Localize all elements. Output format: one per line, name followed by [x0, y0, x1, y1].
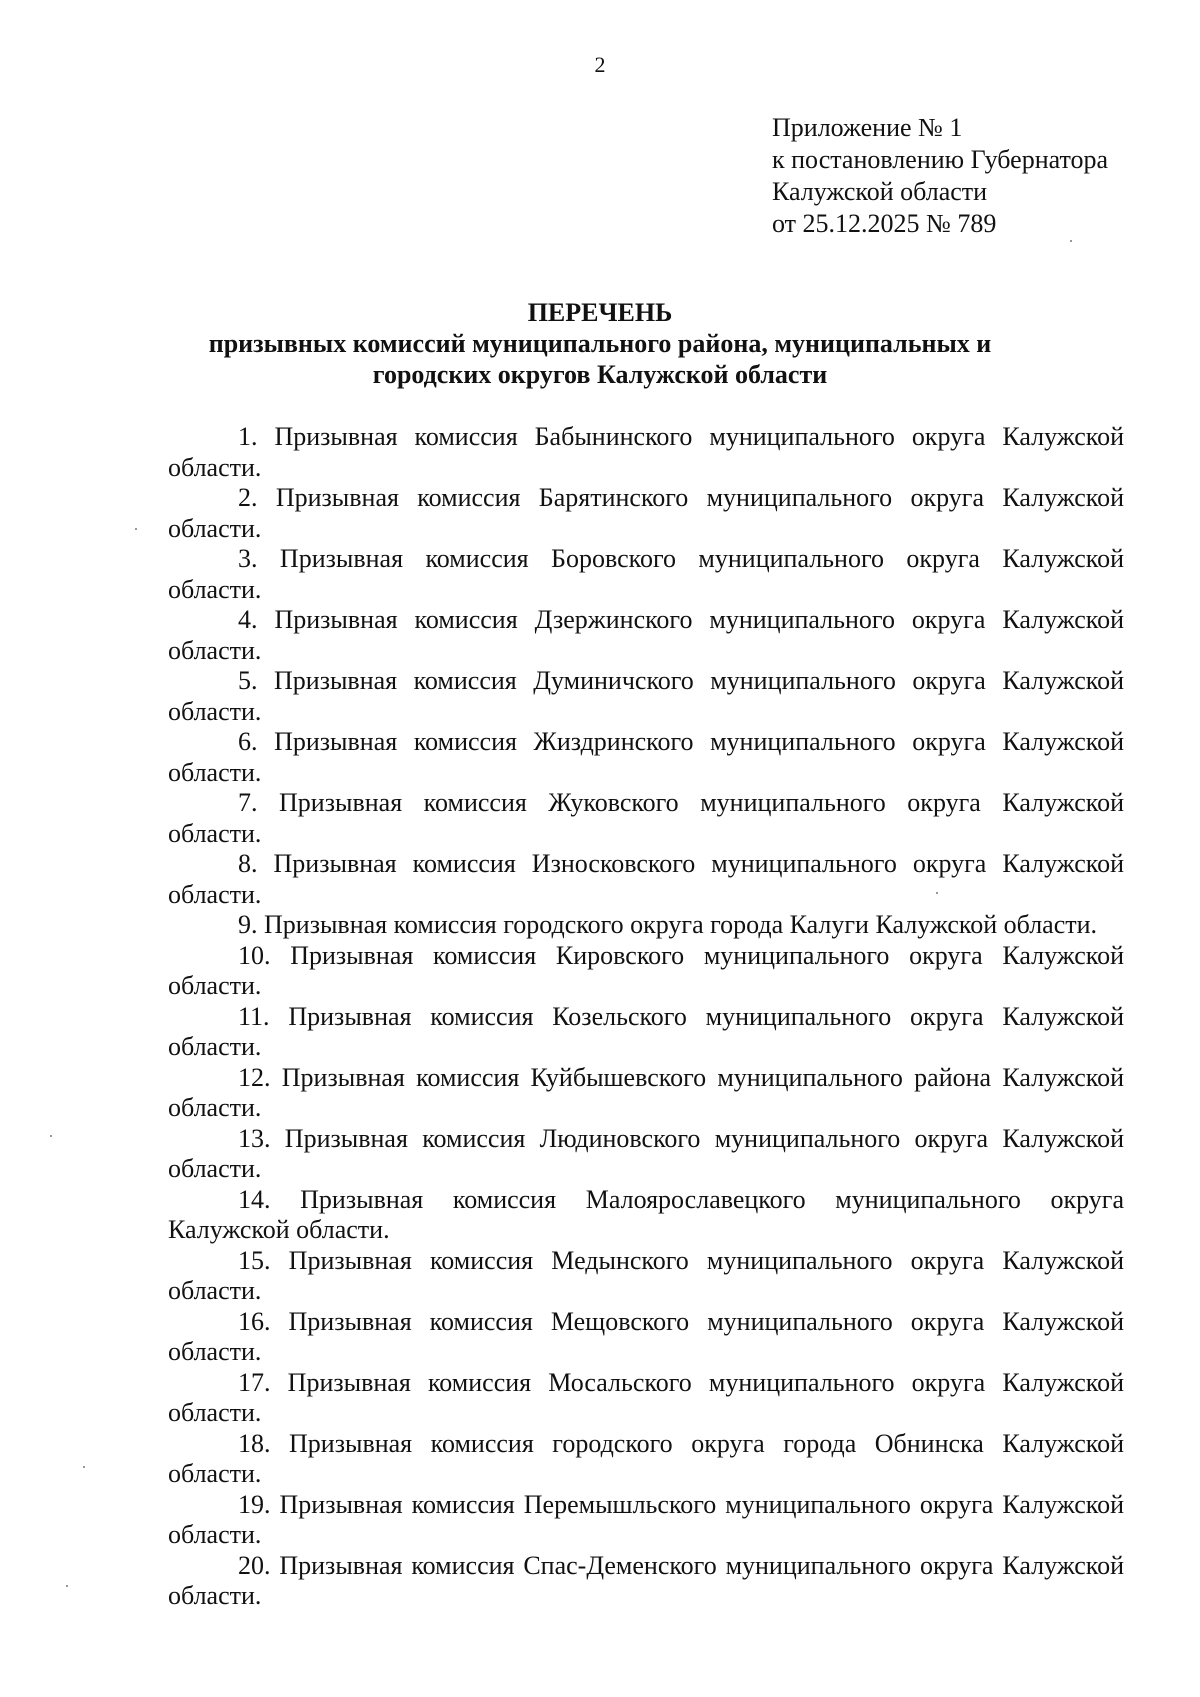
- commission-list: [168, 422, 1124, 1612]
- appendix-line-2: к постановлению Губернатора: [772, 145, 1109, 174]
- list-item: 20. Призывная комиссия Спас-Деменского муниципального округа Калужской области.: [168, 1550, 1124, 1610]
- list-item: 4. Призывная комиссия Дзержинского муниципального округа Калужской области.: [168, 605, 1124, 665]
- list-item: 11. Призывная комиссия Козельского муниципального округа Калужской области.: [168, 1001, 1124, 1061]
- appendix-line-4: от 25.12.2025 № 789: [772, 209, 997, 238]
- document-title-block: [0, 297, 1200, 390]
- appendix-line-1: Приложение № 1: [772, 113, 963, 142]
- list-item: 10. Призывная комиссия Кировского муниципального округа Калужской области.: [168, 940, 1124, 1000]
- document-subtitle: призывных комиссий муниципального района, муниципальных и городских округов Калужской области: [208, 329, 992, 389]
- scan-speck: [135, 528, 137, 530]
- list-item: 6. Призывная комиссия Жиздринского муниципального округа Калужской области.: [168, 727, 1124, 787]
- list-item: 19. Призывная комиссия Перемышльского муниципального округа Калужской области.: [168, 1489, 1124, 1549]
- list-item: 18. Призывная комиссия городского округа города Обнинска Калужской области.: [168, 1428, 1124, 1488]
- list-item: 7. Призывная комиссия Жуковского муниципального округа Калужской области.: [168, 788, 1124, 848]
- list-item: 5. Призывная комиссия Думиничского муниципального округа Калужской области.: [168, 666, 1124, 726]
- list-item: 12. Призывная комиссия Куйбышевского муниципального района Калужской области.: [168, 1062, 1124, 1122]
- list-item: 13. Призывная комиссия Людиновского муниципального округа Калужской области.: [168, 1123, 1124, 1183]
- scan-speck: [66, 1585, 68, 1587]
- scan-speck: [50, 1135, 52, 1137]
- scan-speck: [936, 892, 938, 894]
- scan-speck: [1070, 240, 1072, 242]
- list-item: 8. Призывная комиссия Износковского муниципального округа Калужской области.: [168, 849, 1124, 909]
- list-item: 17. Призывная комиссия Мосальского муниципального округа Калужской области.: [168, 1367, 1124, 1427]
- list-item: 14. Призывная комиссия Малоярославецкого муниципального округа Калужской области.: [168, 1184, 1124, 1244]
- document-title: ПЕРЕЧЕНЬ: [527, 298, 673, 327]
- appendix-header: [772, 112, 1108, 240]
- appendix-line-3: Калужской области: [772, 177, 988, 206]
- list-item: 16. Призывная комиссия Мещовского муниципального округа Калужской области.: [168, 1306, 1124, 1366]
- scan-speck: [83, 1466, 85, 1468]
- list-item: 1. Призывная комиссия Бабынинского муниципального округа Калужской области.: [168, 422, 1124, 482]
- list-item: 9. Призывная комиссия городского округа города Калуги Калужской области.: [238, 910, 1098, 939]
- list-item: 15. Призывная комиссия Медынского муниципального округа Калужской области.: [168, 1245, 1124, 1305]
- list-item: 2. Призывная комиссия Барятинского муниципального округа Калужской области.: [168, 483, 1124, 543]
- list-item: 3. Призывная комиссия Боровского муниципального округа Калужской области.: [168, 544, 1124, 604]
- page-number: 2: [594, 52, 606, 77]
